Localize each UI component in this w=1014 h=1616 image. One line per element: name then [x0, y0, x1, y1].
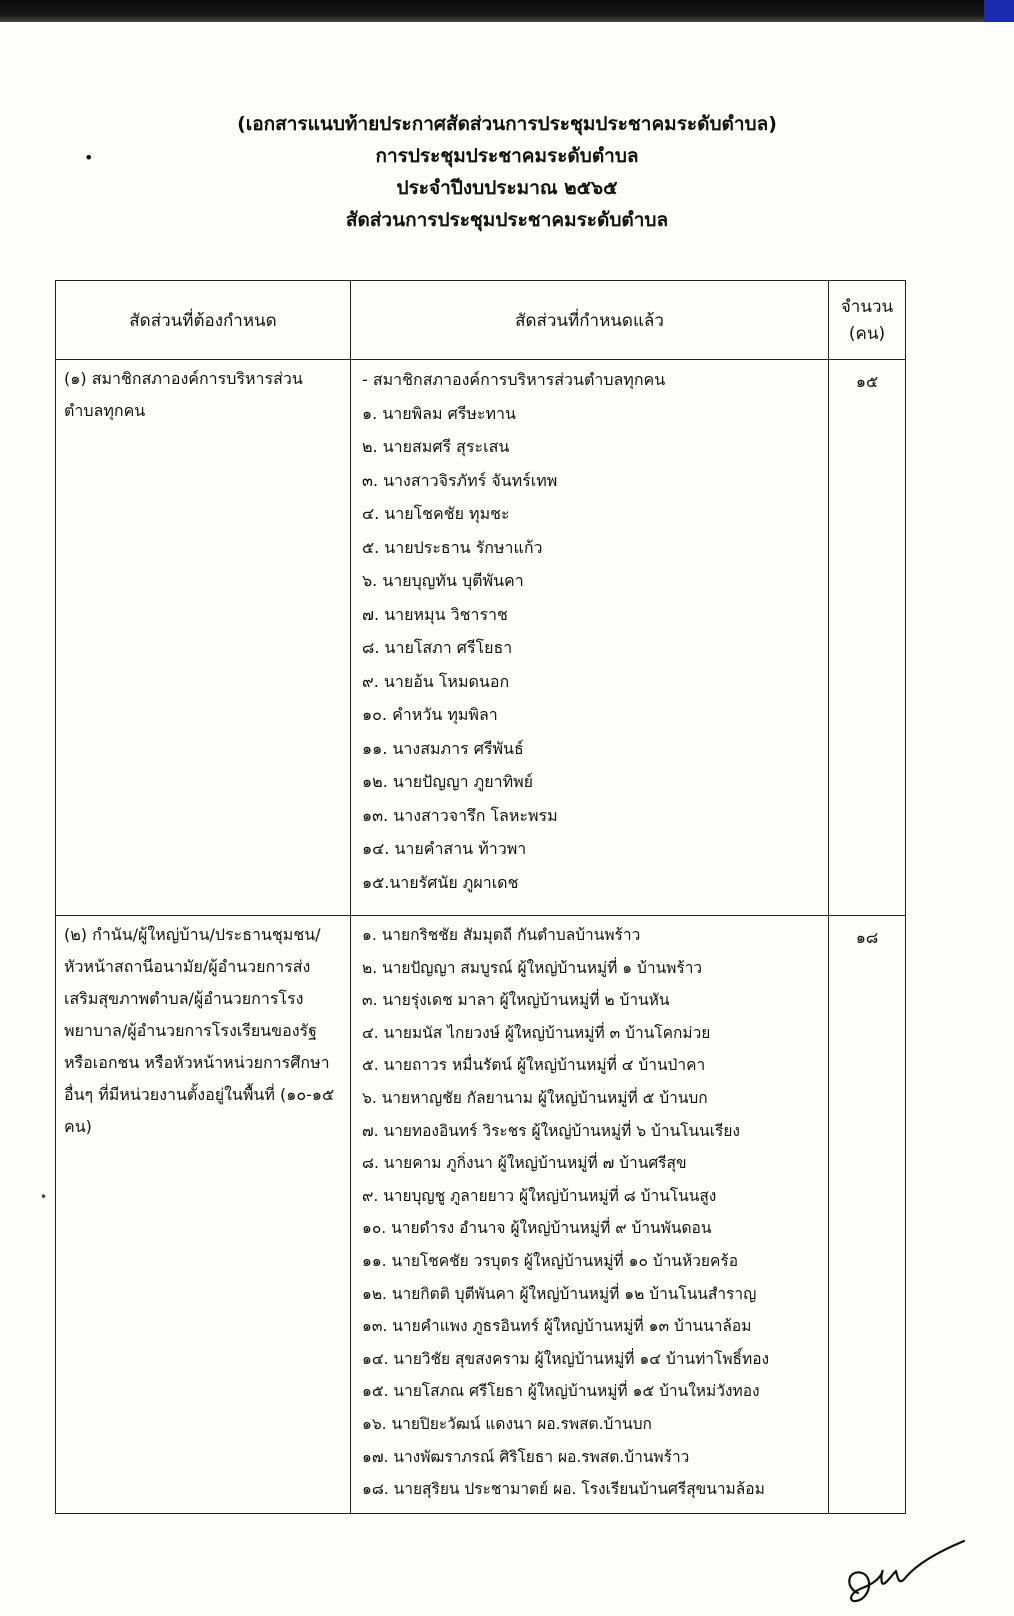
list-item: ๑. นายพิลม ศรีษะทาน [362, 403, 516, 423]
list-item: ๔. นายมนัส ไกยวงษ์ ผู้ใหญ่บ้านหมู่ที่ ๓ บ้านโคกม่วย [362, 1023, 711, 1042]
list-item: ๑๔. นายคำสาน ท้าวพา [362, 839, 527, 858]
count-cell: ๑๘ [829, 916, 906, 1514]
column-header-required: สัดส่วนที่ต้องกำหนด [56, 281, 351, 360]
column-header-count [829, 281, 906, 360]
list-item: ๘. นายโสภา ศรีโยธา [362, 638, 513, 657]
list-item: ๑๕. นายโสภณ ศรีโยธา ผู้ใหญ่บ้านหมู่ที่ ๑๕ บ้านใหม่วังทอง [362, 1382, 760, 1401]
column-header-count-unit: (คน) [848, 324, 886, 344]
scan-speck: • [40, 1190, 48, 1204]
category-cell: (๑) สมาชิกสภาองค์การบริหารส่วนตำบลทุกคน [56, 360, 351, 916]
list-item: ๑๓. นายคำแพง ภูธรอินทร์ ผู้ใหญ่บ้านหมู่ที่ ๑๓ บ้านนาล้อม [362, 1317, 752, 1336]
list-item: ๕. นายประธาน รักษาแก้ว [362, 537, 543, 557]
count-cell: ๑๕ [829, 360, 906, 916]
list-item: ๑๔. นายวิชัย สุขสงคราม ผู้ใหญ่บ้านหมู่ที่ ๑๔ บ้านท่าโพธิ์ทอง [362, 1349, 770, 1368]
header-line-2: การประชุมประชาคมระดับตำบล [375, 145, 639, 167]
list-item: ๑๒. นายปัญญา ภูยาทิพย์ [362, 772, 534, 791]
list-item: ๑๓. นางสาวจารึก โลหะพรม [362, 805, 558, 825]
table-row [56, 360, 906, 916]
table-header-row [56, 281, 906, 360]
list-item: ๗. นายทองอินทร์ วิระชร ผู้ใหญ่บ้านหมู่ที่ ๖ บ้านโนนเรียง [362, 1121, 740, 1140]
list-item: ๑๑. นายโชคชัย วรบุตร ผู้ใหญ่บ้านหมู่ที่ ๑๐ บ้านห้วยคร้อ [362, 1251, 739, 1270]
list-item: ๑๕.นายรัศนัย ภูผาเดช [362, 872, 519, 892]
list-item: ๒. นายสมศรี สุระเสน [362, 437, 510, 456]
list-item: ๗. นายหมุน วิชาราช [362, 604, 508, 624]
list-item: ๓. นางสาวจิรภัทร์ จันทร์เทพ [362, 470, 558, 490]
header-line-3: ประจำปีงบประมาณ ๒๕๖๕ [396, 177, 618, 199]
member-list [352, 361, 827, 905]
signature [840, 1535, 970, 1610]
document-header [0, 108, 1014, 236]
list-item: ๑๘. นายสุริยน ประชามาตย์ ผอ. โรงเรียนบ้านศรีสุขนามล้อม [362, 1480, 765, 1499]
list-item: ๙. นายบุญชู ภูลายยาว ผู้ใหญ่บ้านหมู่ที่ ๘ บ้านโนนสูง [362, 1186, 717, 1205]
list-item: ๖. นายบุญทัน บุตีพันคา [362, 571, 524, 590]
assigned-cell [351, 360, 829, 916]
category-cell: (๒) กำนัน/ผู้ใหญ่บ้าน/ประธานชุมชน/หัวหน้าสถานีอนามัย/ผู้อำนวยการส่งเสริมสุขภาพตำบล/ผู้อำนวยการโรงพยาบาล/ผู้อำนวยการโรงเรียนของรัฐหรือเอกชน หรือหัวหน้าหน่วยการศึกษาอื่นๆ ที่มีหน่วยงานตั้งอยู่ในพื้นที่ (๑๐-๑๕ คน) [56, 916, 351, 1514]
assigned-cell [351, 916, 829, 1514]
list-item: ๖. นายหาญชัย กัลยานาม ผู้ใหญ่บ้านหมู่ที่ ๕ บ้านบก [362, 1088, 708, 1107]
list-item: ๑๗. นางพัฒราภรณ์ ศิริโยธา ผอ.รพสต.บ้านพร้าว [362, 1447, 690, 1466]
proportion-table [55, 280, 906, 1514]
list-item: ๑๖. นายปิยะวัฒน์ แดงนา ผอ.รพสต.บ้านบก [362, 1414, 652, 1433]
list-item: ๒. นายปัญญา สมบูรณ์ ผู้ใหญ่บ้านหมู่ที่ ๑ บ้านพร้าว [362, 958, 703, 977]
list-item: ๙. นายอ้น โหมดนอก [362, 671, 510, 691]
list-item: ๔. นายโชคชัย ทุมชะ [362, 504, 510, 523]
list-item: ๕. นายถาวร หมื่นรัตน์ ผู้ใหญ่บ้านหมู่ที่ ๔ บ้านป่าคา [362, 1056, 706, 1075]
scan-edge-blue [984, 0, 1014, 22]
list-item: - สมาชิกสภาองค์การบริหารส่วนตำบลทุกคน [362, 370, 666, 389]
list-item: ๓. นายรุ่งเดช มาลา ผู้ใหญ่บ้านหมู่ที่ ๒ บ้านหัน [362, 991, 670, 1010]
list-item: ๑๐. นายดำรง อำนาจ ผู้ใหญ่บ้านหมู่ที่ ๙ บ้านพันดอน [362, 1219, 712, 1238]
table-row [56, 916, 906, 1514]
list-item: ๑๐. คำหวัน ทุมพิลา [362, 705, 498, 724]
scan-mark: • [84, 148, 94, 167]
list-item: ๑๒. นายกิตติ บุตีพันคา ผู้ใหญ่บ้านหมู่ที่ ๑๒ บ้านโนนสำราญ [362, 1284, 757, 1303]
list-item: ๑. นายกริชชัย สัมมุตถี กันตำบลบ้านพร้าว [362, 926, 641, 944]
member-list [352, 917, 827, 1512]
column-header-assigned: สัดส่วนที่กำหนดแล้ว [351, 281, 829, 360]
header-line-1: (เอกสารแนบท้ายประกาศสัดส่วนการประชุมประชาคมระดับตำบล) [237, 113, 777, 135]
list-item: ๘. นายคาม ภูกิ่งนา ผู้ใหญ่บ้านหมู่ที่ ๗ บ้านศรีสุข [362, 1154, 687, 1173]
header-line-4: สัดส่วนการประชุมประชาคมระดับตำบล [345, 209, 669, 231]
list-item: ๑๑. นางสมภาร ศรีพันธ์ [362, 738, 524, 758]
column-header-count-label: จำนวน [840, 297, 894, 317]
scan-top-edge [0, 0, 1014, 22]
